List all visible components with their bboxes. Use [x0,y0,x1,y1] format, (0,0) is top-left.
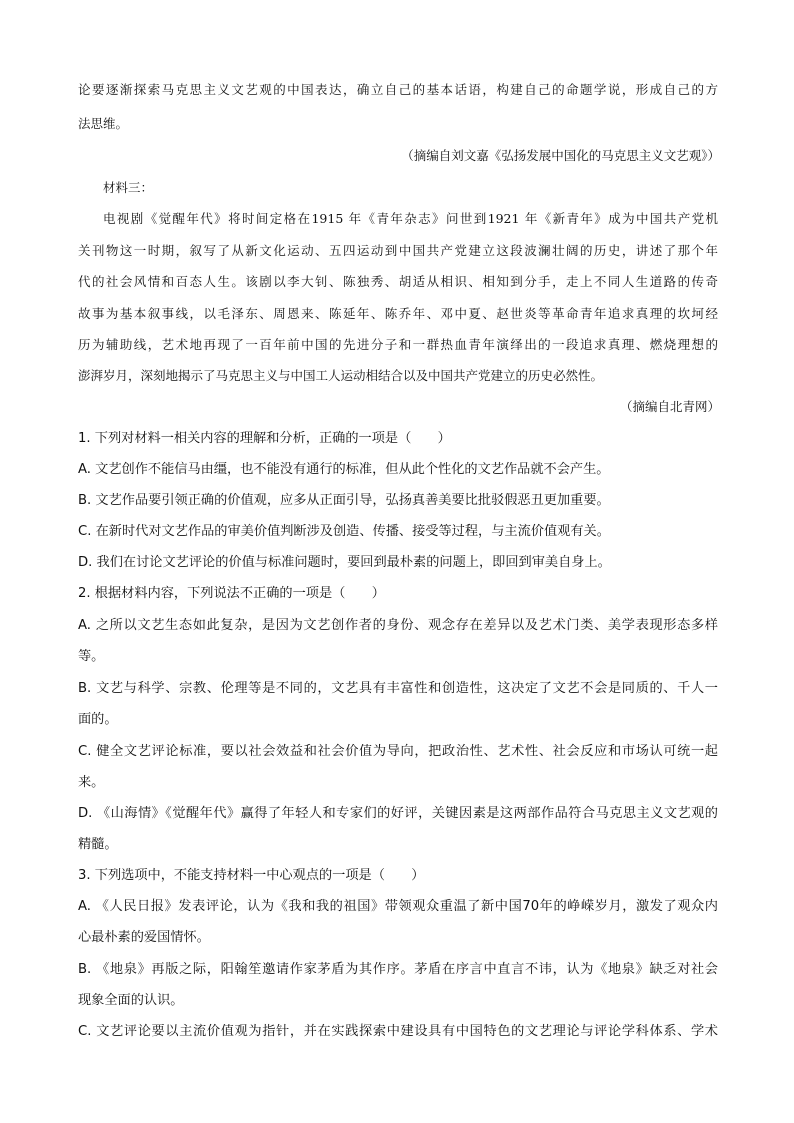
q1-option-c: C. 在新时代对文艺作品的审美价值判断涉及创造、传播、接受等过程，与主流价值观有关。 [78,524,610,539]
q1-option-b: B. 文艺作品要引领正确的价值观，应多从正面引导，弘扬真善美要比批驳假恶丑更加重要。 [78,493,610,508]
material2-line-2: 法思维。 [78,116,129,131]
material3-line-5: 历为辅助线，艺术地再现了一百年前中国的先进分子和一群热血青年演绎出的一段追求真理、燃烧理想的 [78,337,718,352]
material3-heading: 材料三： [103,180,154,195]
q3-option-c-line-1: C. 文艺评论要以主流价值观为指针，并在实践探索中建设具有中国特色的文艺理论与评论学科体系、学术 [78,1024,718,1039]
material3-line-6: 澎湃岁月，深刻地揭示了马克思主义与中国工人运动相结合以及中国共产党建立的历史必然性。 [78,368,604,383]
q2-option-a-line-1: A. 之所以文艺生态如此复杂，是因为文艺创作者的身份、观念存在差异以及艺术门类、美学表现形态多样 [78,618,718,633]
q2-option-a-line-2: 等。 [78,649,105,664]
material3-line-4: 故事为基本叙事线，以毛泽东、周恩来、陈延年、陈乔年、邓中夏、赵世炎等革命青年追求真理的坎坷经 [78,306,718,321]
q1-stem: 1. 下列对材料一相关内容的理解和分析，正确的一项是（ ） [78,431,451,446]
q1-option-d: D. 我们在讨论文艺评论的价值与标准问题时，要回到最朴素的问题上，即回到审美自身上。 [78,555,611,570]
material2-source: （摘编自刘文嘉《弘扬发展中国化的马克思主义文艺观》） [401,148,720,163]
q3-option-a-line-1: A. 《人民日报》发表评论，认为《我和我的祖国》带领观众重温了新中国70年的峥嵘岁月，激发了观众内 [78,899,718,914]
q2-stem: 2. 根据材料内容，下列说法不正确的一项是（ ） [78,586,385,601]
q2-option-c-line-1: C. 健全文艺评论标准，要以社会效益和社会价值为导向，把政治性、艺术性、社会反应和市场认可统一起 [78,744,718,759]
material3-line-2: 关刊物这一时期，叙写了从新文化运动、五四运动到中国共产党建立这段波澜壮阔的历史，讲述了那个年 [78,243,718,258]
material3-line-1: 电视剧《觉醒年代》将时间定格在1915 年《青年杂志》问世到1921 年《新青年》成为中国共产党机 [103,211,718,226]
material2-line-1: 论要逐渐探索马克思主义文艺观的中国表达，确立自己的基本话语，构建自己的命题学说，形成自己的方 [78,82,718,97]
q3-option-b-line-2: 现象全面的认识。 [78,993,184,1008]
q2-option-d-line-2: 精髓。 [78,837,118,852]
q2-option-c-line-2: 来。 [78,775,105,790]
q2-option-d-line-1: D. 《山海情》《觉醒年代》赢得了年轻人和专家们的好评，关键因素是这两部作品符合马克思主义文艺观的 [78,806,718,821]
material3-line-3: 代的社会风情和百态人生。该剧以李大钊、陈独秀、胡适从相识、相知到分手，走上不同人生道路的传奇 [78,274,718,289]
q2-option-b-line-2: 面的。 [78,712,118,727]
q3-option-b-line-1: B. 《地泉》再版之际，阳翰笙邀请作家茅盾为其作序。茅盾在序言中直言不讳，认为《地泉》缺乏对社会 [78,962,718,977]
material3-source: （摘编自北青网） [619,399,720,414]
q3-option-a-line-2: 心最朴素的爱国情怀。 [78,930,210,945]
q3-stem: 3. 下列选项中，不能支持材料一中心观点的一项是（ ） [78,868,425,883]
q1-option-a: A. 文艺创作不能信马由缰，也不能没有通行的标准，但从此个性化的文艺作品就不会产生。 [78,462,610,477]
q2-option-b-line-1: B. 文艺与科学、宗教、伦理等是不同的，文艺具有丰富性和创造性，这决定了文艺不会是同质的、千人一 [78,681,718,696]
